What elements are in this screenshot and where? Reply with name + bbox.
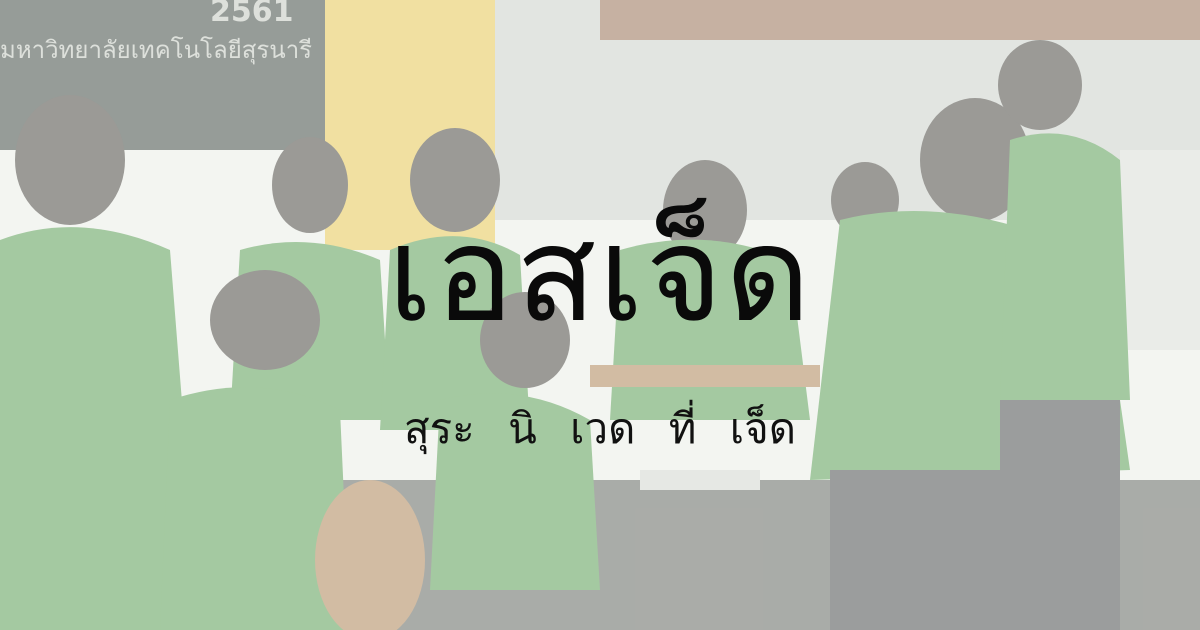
subtitle-word: ที่ — [668, 404, 697, 453]
banner-year: 2561 — [210, 0, 294, 29]
subtitle-word: เวด — [570, 404, 636, 453]
subtitle-word: สุระ — [403, 404, 475, 453]
subtitle-word: เจ็ด — [729, 404, 797, 453]
page-title: เอสเจ็ด — [387, 198, 813, 352]
banner-institution: มหาวิทยาลัยเทคโนโลยีสุรนารี — [0, 36, 313, 64]
subtitle-word: นิ — [508, 404, 537, 453]
subtitle — [0, 404, 1200, 454]
